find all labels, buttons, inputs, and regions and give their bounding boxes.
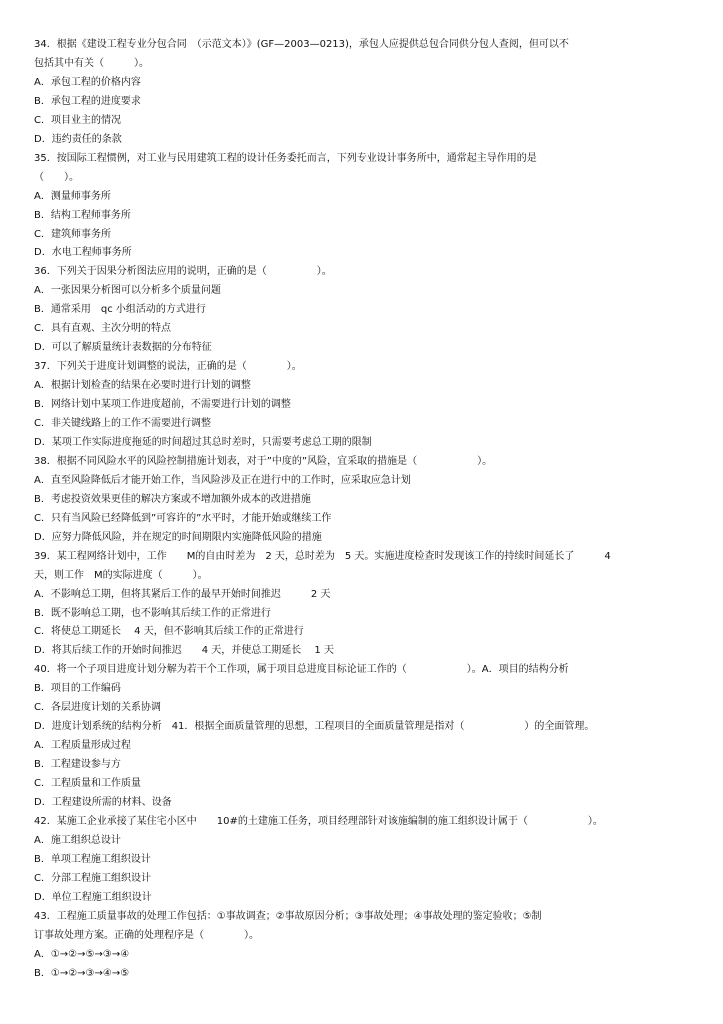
text-line: B．①→②→③→④→⑤ (34, 967, 130, 979)
text-line: B．网络计划中某项工作进度超前，不需要进行计划的调整 (34, 399, 291, 411)
text-line: B．工程建设参与方 (34, 759, 121, 771)
text-line: D．应努力降低风险，并在规定的时间期限内实施降低风险的措施 (34, 531, 322, 543)
text-line: B．结构工程师事务所 (34, 209, 131, 221)
text-line: （ ）。 (34, 171, 79, 183)
text-line: D．可以了解质量统计表数据的分布特征 (34, 342, 212, 354)
text-line: 43．工程施工质量事故的处理工作包括：①事故调查；②事故原因分析；③事故处理；④事故处理的鉴定验收；⑤制 (34, 910, 542, 922)
text-line: C．只有当风险已经降低到”可容许的”水平时，才能开始或继续工作 (34, 512, 332, 524)
text-line: A．承包工程的价格内容 (34, 76, 141, 88)
text-line: B．承包工程的进度要求 (34, 95, 141, 107)
text-line: C．工程质量和工作质量 (34, 778, 141, 790)
text-line: B．考虑投资效果更佳的解决方案或不增加额外成本的改进措施 (34, 493, 311, 505)
text-line: B．项目的工作编码 (34, 683, 121, 695)
text-line: 订事故处理方案。正确的处理程序是（ ）。 (34, 929, 259, 941)
text-line: D．工程建设所需的材料、设备 (34, 797, 172, 808)
text-line: A．不影响总工期，但将其紧后工作的最早开始时间推迟 2 天 (34, 588, 331, 600)
text-line: C．非关键线路上的工作不需要进行调整 (34, 418, 211, 429)
text-line: 40．将一个子项目进度计划分解为若干个工作项，属于项目总进度目标论证工作的（ ）。A．项目的结构分析 (34, 664, 569, 676)
text-line: D．将其后续工作的开始时间推迟 4 天，并使总工期延长 1 天 (34, 645, 334, 657)
text-line: 35．按国际工程惯例，对工业与民用建筑工程的设计任务委托而言，下列专业设计事务所中，通常起主导作用的是 (34, 152, 537, 164)
text-line: D．进度计划系统的结构分析 41．根据全面质量管理的思想，工程项目的全面质量管理是指对（ ）的全面管理。 (34, 721, 595, 733)
text-line: C．分部工程施工组织设计 (34, 872, 151, 884)
text-line: A．施工组织总设计 (34, 834, 121, 846)
text-line: 36．下列关于因果分析图法应用的说明，正确的是（ ）。 (34, 266, 332, 278)
text-line: B．既不影响总工期，也不影响其后续工作的正常进行 (34, 607, 271, 619)
text-line: 42．某施工企业承接了某住宅小区中 10#的土建施工任务，项目经理部针对该施编制的施工组织设计属于（ ）。 (34, 815, 603, 827)
text-line: C．各层进度计划的关系协调 (34, 702, 161, 714)
text-line: C．建筑师事务所 (34, 228, 111, 240)
text-line: A．一张因果分析图可以分析多个质量问题 (34, 285, 221, 297)
text-line: D．违约责任的条款 (34, 133, 122, 145)
text-line: A．测量师事务所 (34, 190, 111, 202)
text-line: 37．下列关于进度计划调整的说法，正确的是（ ）。 (34, 361, 302, 373)
text-line: A．直至风险降低后才能开始工作，当风险涉及正在进行中的工作时，应采取应急计划 (34, 474, 411, 486)
text-line: 39．某工程网络计划中，工作 M的自由时差为 2 天，总时差为 5 天。实施进度检查时发现该工作的持续时间延长了 4 (34, 550, 611, 562)
text-line: B．通常采用 qc 小组活动的方式进行 (34, 304, 206, 316)
text-line: D．水电工程师事务所 (34, 247, 132, 259)
text-line: D．单位工程施工组织设计 (34, 891, 152, 903)
text-line: 天，则工作 M的实际进度（ ）。 (34, 569, 208, 581)
text-line: 38．根据不同风险水平的风险控制措施计划表，对于”中度的”风险，宜采取的措施是（ ）。 (34, 455, 493, 467)
text-line: D．某项工作实际进度拖延的时间超过其总时差时，只需要考虑总工期的限制 (34, 436, 372, 448)
text-line: C．项目业主的情况 (34, 114, 121, 126)
text-line: 34．根据《建设工程专业分包合同 （示范文本）》(GF—2003—0213)，承包人应提供总包合同供分包人查阅，但可以不 (34, 39, 569, 50)
text-line: A．根据计划检查的结果在必要时进行计划的调整 (34, 380, 251, 392)
text-line: C．将使总工期延长 4 天，但不影响其后续工作的正常进行 (34, 626, 304, 638)
text-line: 包括其中有关（ ）。 (34, 57, 149, 69)
text-line: C．具有直观、主次分明的特点 (34, 323, 171, 335)
text-line: B．单项工程施工组织设计 (34, 853, 151, 865)
text-line: A．工程质量形成过程 (34, 740, 131, 752)
text-line: A．①→②→⑤→③→④ (34, 948, 130, 960)
